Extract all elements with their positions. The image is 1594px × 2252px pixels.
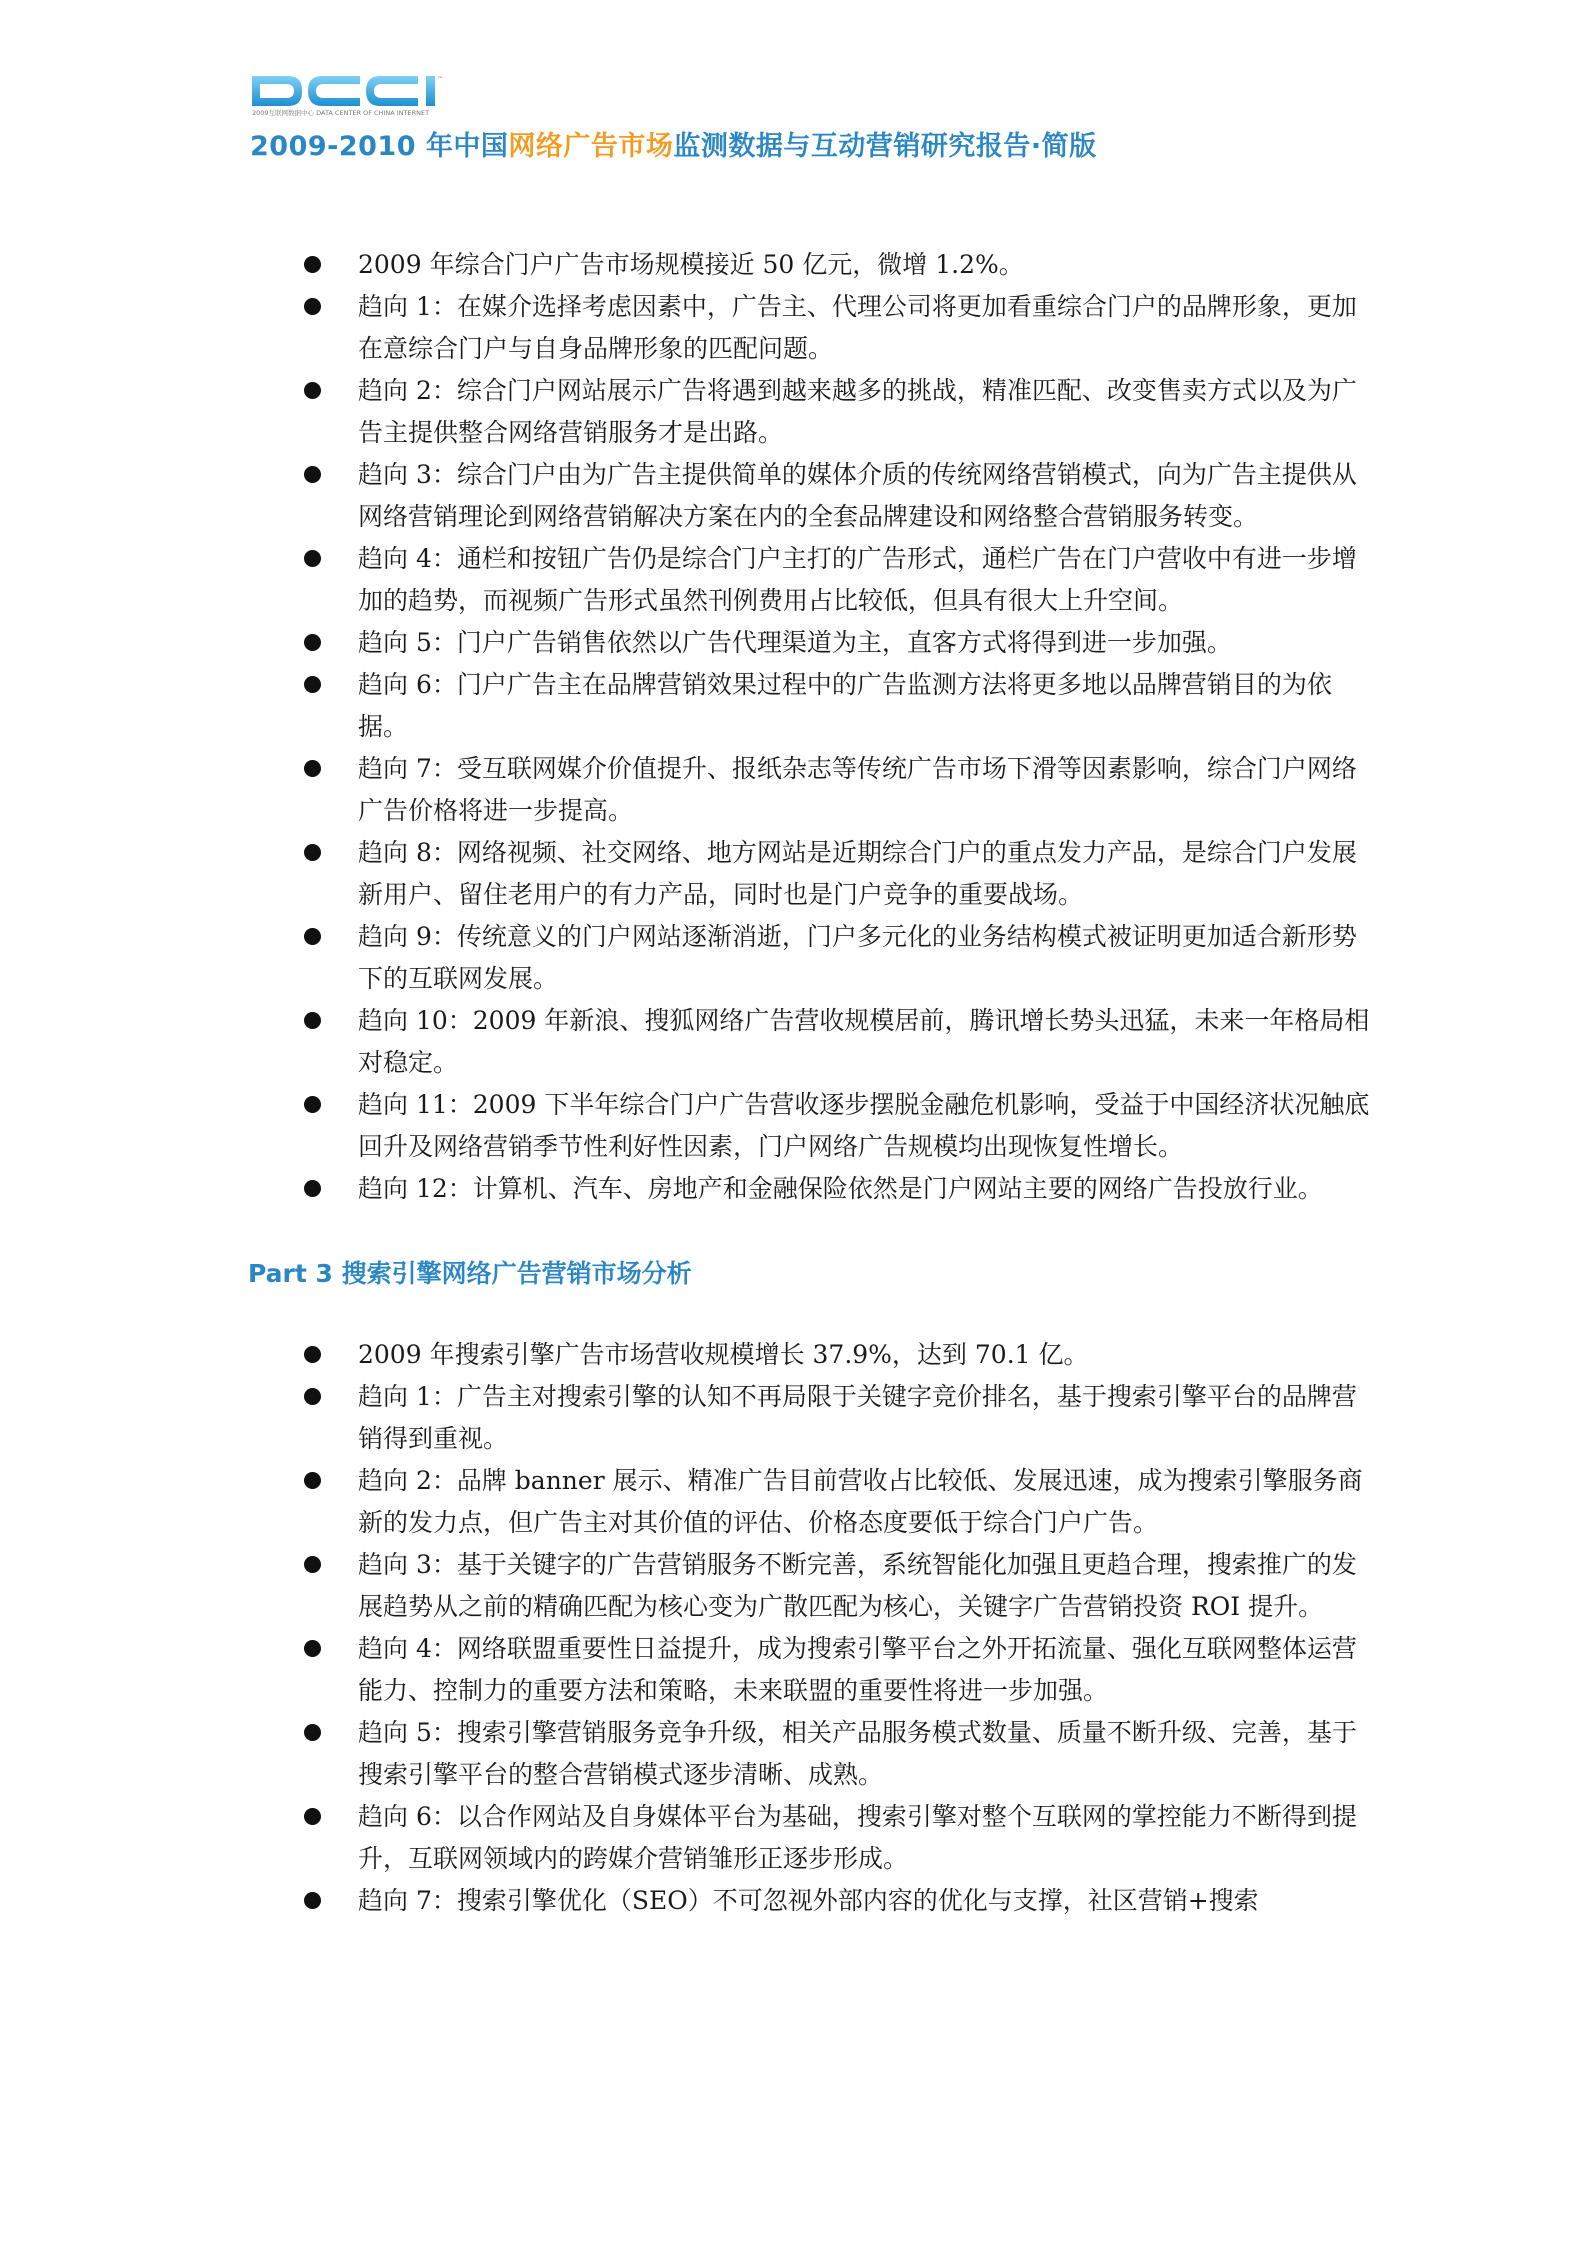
list-item <box>300 1334 1370 1376</box>
search-engine-section <box>248 1254 1370 1922</box>
list-item-text: 趋向 1：在媒介选择考虑因素中，广告主、代理公司将更加看重综合门户的品牌形象，更加在意综合门户与自身品牌形象的匹配问题。 <box>358 292 1357 363</box>
list-item-text: 趋向 7：搜索引擎优化（SEO）不可忽视外部内容的优化与支撑，社区营销+搜索 <box>358 1886 1259 1915</box>
report-title-part3: 监测数据与互动营销研究报告·简版 <box>673 131 1097 162</box>
bullet-icon <box>304 1180 321 1197</box>
bullet-icon <box>304 634 321 651</box>
bullet-icon <box>304 1724 321 1741</box>
list-item-text: 2009 年综合门户广告市场规模接近 50 亿元，微增 1.2%。 <box>358 250 1024 279</box>
list-item <box>300 1168 1370 1210</box>
list-item <box>300 286 1370 370</box>
list-item-text: 趋向 9：传统意义的门户网站逐渐消逝，门户多元化的业务结构模式被证明更加适合新形势下的互联网发展。 <box>358 922 1357 993</box>
bullet-icon <box>304 550 321 567</box>
bullet-icon <box>304 1556 321 1573</box>
list-item <box>300 622 1370 664</box>
list-item <box>300 1460 1370 1544</box>
list-item <box>300 916 1370 1000</box>
list-item <box>300 1712 1370 1796</box>
bullet-icon <box>304 760 321 777</box>
bullet-icon <box>304 1640 321 1657</box>
list-item <box>300 1796 1370 1880</box>
list-item-text: 趋向 4：通栏和按钮广告仍是综合门户主打的广告形式，通栏广告在门户营收中有进一步增加的趋势，而视频广告形式虽然刊例费用占比较低，但具有很大上升空间。 <box>358 544 1357 615</box>
list-item <box>300 244 1370 286</box>
list-item-text: 趋向 7：受互联网媒介价值提升、报纸杂志等传统广告市场下滑等因素影响，综合门户网络广告价格将进一步提高。 <box>358 754 1357 825</box>
list-item <box>300 1628 1370 1712</box>
list-item <box>300 1000 1370 1084</box>
list-item-text: 2009 年搜索引擎广告市场营收规模增长 37.9%，达到 70.1 亿。 <box>358 1340 1089 1369</box>
list-item-text: 趋向 5：搜索引擎营销服务竞争升级，相关产品服务模式数量、质量不断升级、完善，基于搜索引擎平台的整合营销模式逐步清晰、成熟。 <box>358 1718 1357 1789</box>
page-content <box>248 244 1370 1922</box>
bullet-icon <box>304 466 321 483</box>
svg-text:™: ™ <box>437 76 443 83</box>
bullet-icon <box>304 256 321 273</box>
list-item-text: 趋向 10：2009 年新浪、搜狐网络广告营收规模居前，腾讯增长势头迅猛，未来一年格局相对稳定。 <box>358 1006 1370 1077</box>
list-item <box>300 832 1370 916</box>
list-item-text: 趋向 11：2009 下半年综合门户广告营收逐步摆脱金融危机影响，受益于中国经济状况触底回升及网络营销季节性利好性因素，门户网络广告规模均出现恢复性增长。 <box>358 1090 1370 1161</box>
bullet-icon <box>304 844 321 861</box>
list-item-text: 趋向 2：品牌 banner 展示、精准广告目前营收占比较低、发展迅速，成为搜索引擎服务商新的发力点，但广告主对其价值的评估、价格态度要低于综合门户广告。 <box>358 1466 1363 1537</box>
dcci-logo <box>250 72 490 118</box>
list-item-text: 趋向 4：网络联盟重要性日益提升，成为搜索引擎平台之外开拓流量、强化互联网整体运营能力、控制力的重要方法和策略，未来联盟的重要性将进一步加强。 <box>358 1634 1357 1705</box>
bullet-icon <box>304 382 321 399</box>
bullet-icon <box>304 1892 321 1909</box>
bullet-icon <box>304 1388 321 1405</box>
list-item <box>300 370 1370 454</box>
bullet-icon <box>304 676 321 693</box>
bullet-icon <box>304 1096 321 1113</box>
list-item-text: 趋向 6：门户广告主在品牌营销效果过程中的广告监测方法将更多地以品牌营销目的为依据。 <box>358 670 1332 741</box>
bullet-icon <box>304 928 321 945</box>
report-header <box>250 72 1350 163</box>
bullet-icon <box>304 1808 321 1825</box>
report-title-part2: 网络广告市场 <box>508 131 674 162</box>
report-title-part1: 2009-2010 年中国 <box>250 131 509 162</box>
bullet-icon <box>304 298 321 315</box>
list-item-text: 趋向 8：网络视频、社交网络、地方网站是近期综合门户的重点发力产品，是综合门户发展新用户、留住老用户的有力产品，同时也是门户竞争的重要战场。 <box>358 838 1357 909</box>
list-item <box>300 538 1370 622</box>
list-item <box>300 1376 1370 1460</box>
list-item-text: 趋向 6：以合作网站及自身媒体平台为基础，搜索引擎对整个互联网的掌控能力不断得到提升，互联网领域内的跨媒介营销雏形正逐步形成。 <box>358 1802 1357 1873</box>
search-trend-list <box>300 1334 1370 1922</box>
report-title <box>250 124 1350 163</box>
list-item-text: 趋向 2：综合门户网站展示广告将遇到越来越多的挑战，精准匹配、改变售卖方式以及为广告主提供整合网络营销服务才是出路。 <box>358 376 1357 447</box>
list-item <box>300 1544 1370 1628</box>
list-item-text: 趋向 1：广告主对搜索引擎的认知不再局限于关键字竞价排名，基于搜索引擎平台的品牌营销得到重视。 <box>358 1382 1357 1453</box>
list-item <box>300 1084 1370 1168</box>
logo-subtext: 2009互联网数据中心 DATA CENTER OF CHINA INTERNET <box>252 109 430 117</box>
list-item-text: 趋向 3：综合门户由为广告主提供简单的媒体介质的传统网络营销模式，向为广告主提供从网络营销理论到网络营销解决方案在内的全套品牌建设和网络整合营销服务转变。 <box>358 460 1357 531</box>
list-item-text: 趋向 5：门户广告销售依然以广告代理渠道为主，直客方式将得到进一步加强。 <box>358 628 1232 657</box>
bullet-icon <box>304 1346 321 1363</box>
bullet-icon <box>304 1472 321 1489</box>
list-item <box>300 664 1370 748</box>
list-item-text: 趋向 3：基于关键字的广告营销服务不断完善，系统智能化加强且更趋合理，搜索推广的发展趋势从之前的精确匹配为核心变为广散匹配为核心，关键字广告营销投资 ROI 提升。 <box>358 1550 1357 1621</box>
section-heading: Part 3 搜索引擎网络广告营销市场分析 <box>248 1259 692 1288</box>
list-item <box>300 748 1370 832</box>
list-item-text: 趋向 12：计算机、汽车、房地产和金融保险依然是门户网站主要的网络广告投放行业。 <box>358 1174 1323 1203</box>
bullet-icon <box>304 1012 321 1029</box>
portal-trend-list <box>300 244 1370 1210</box>
list-item <box>300 454 1370 538</box>
list-item <box>300 1880 1370 1922</box>
